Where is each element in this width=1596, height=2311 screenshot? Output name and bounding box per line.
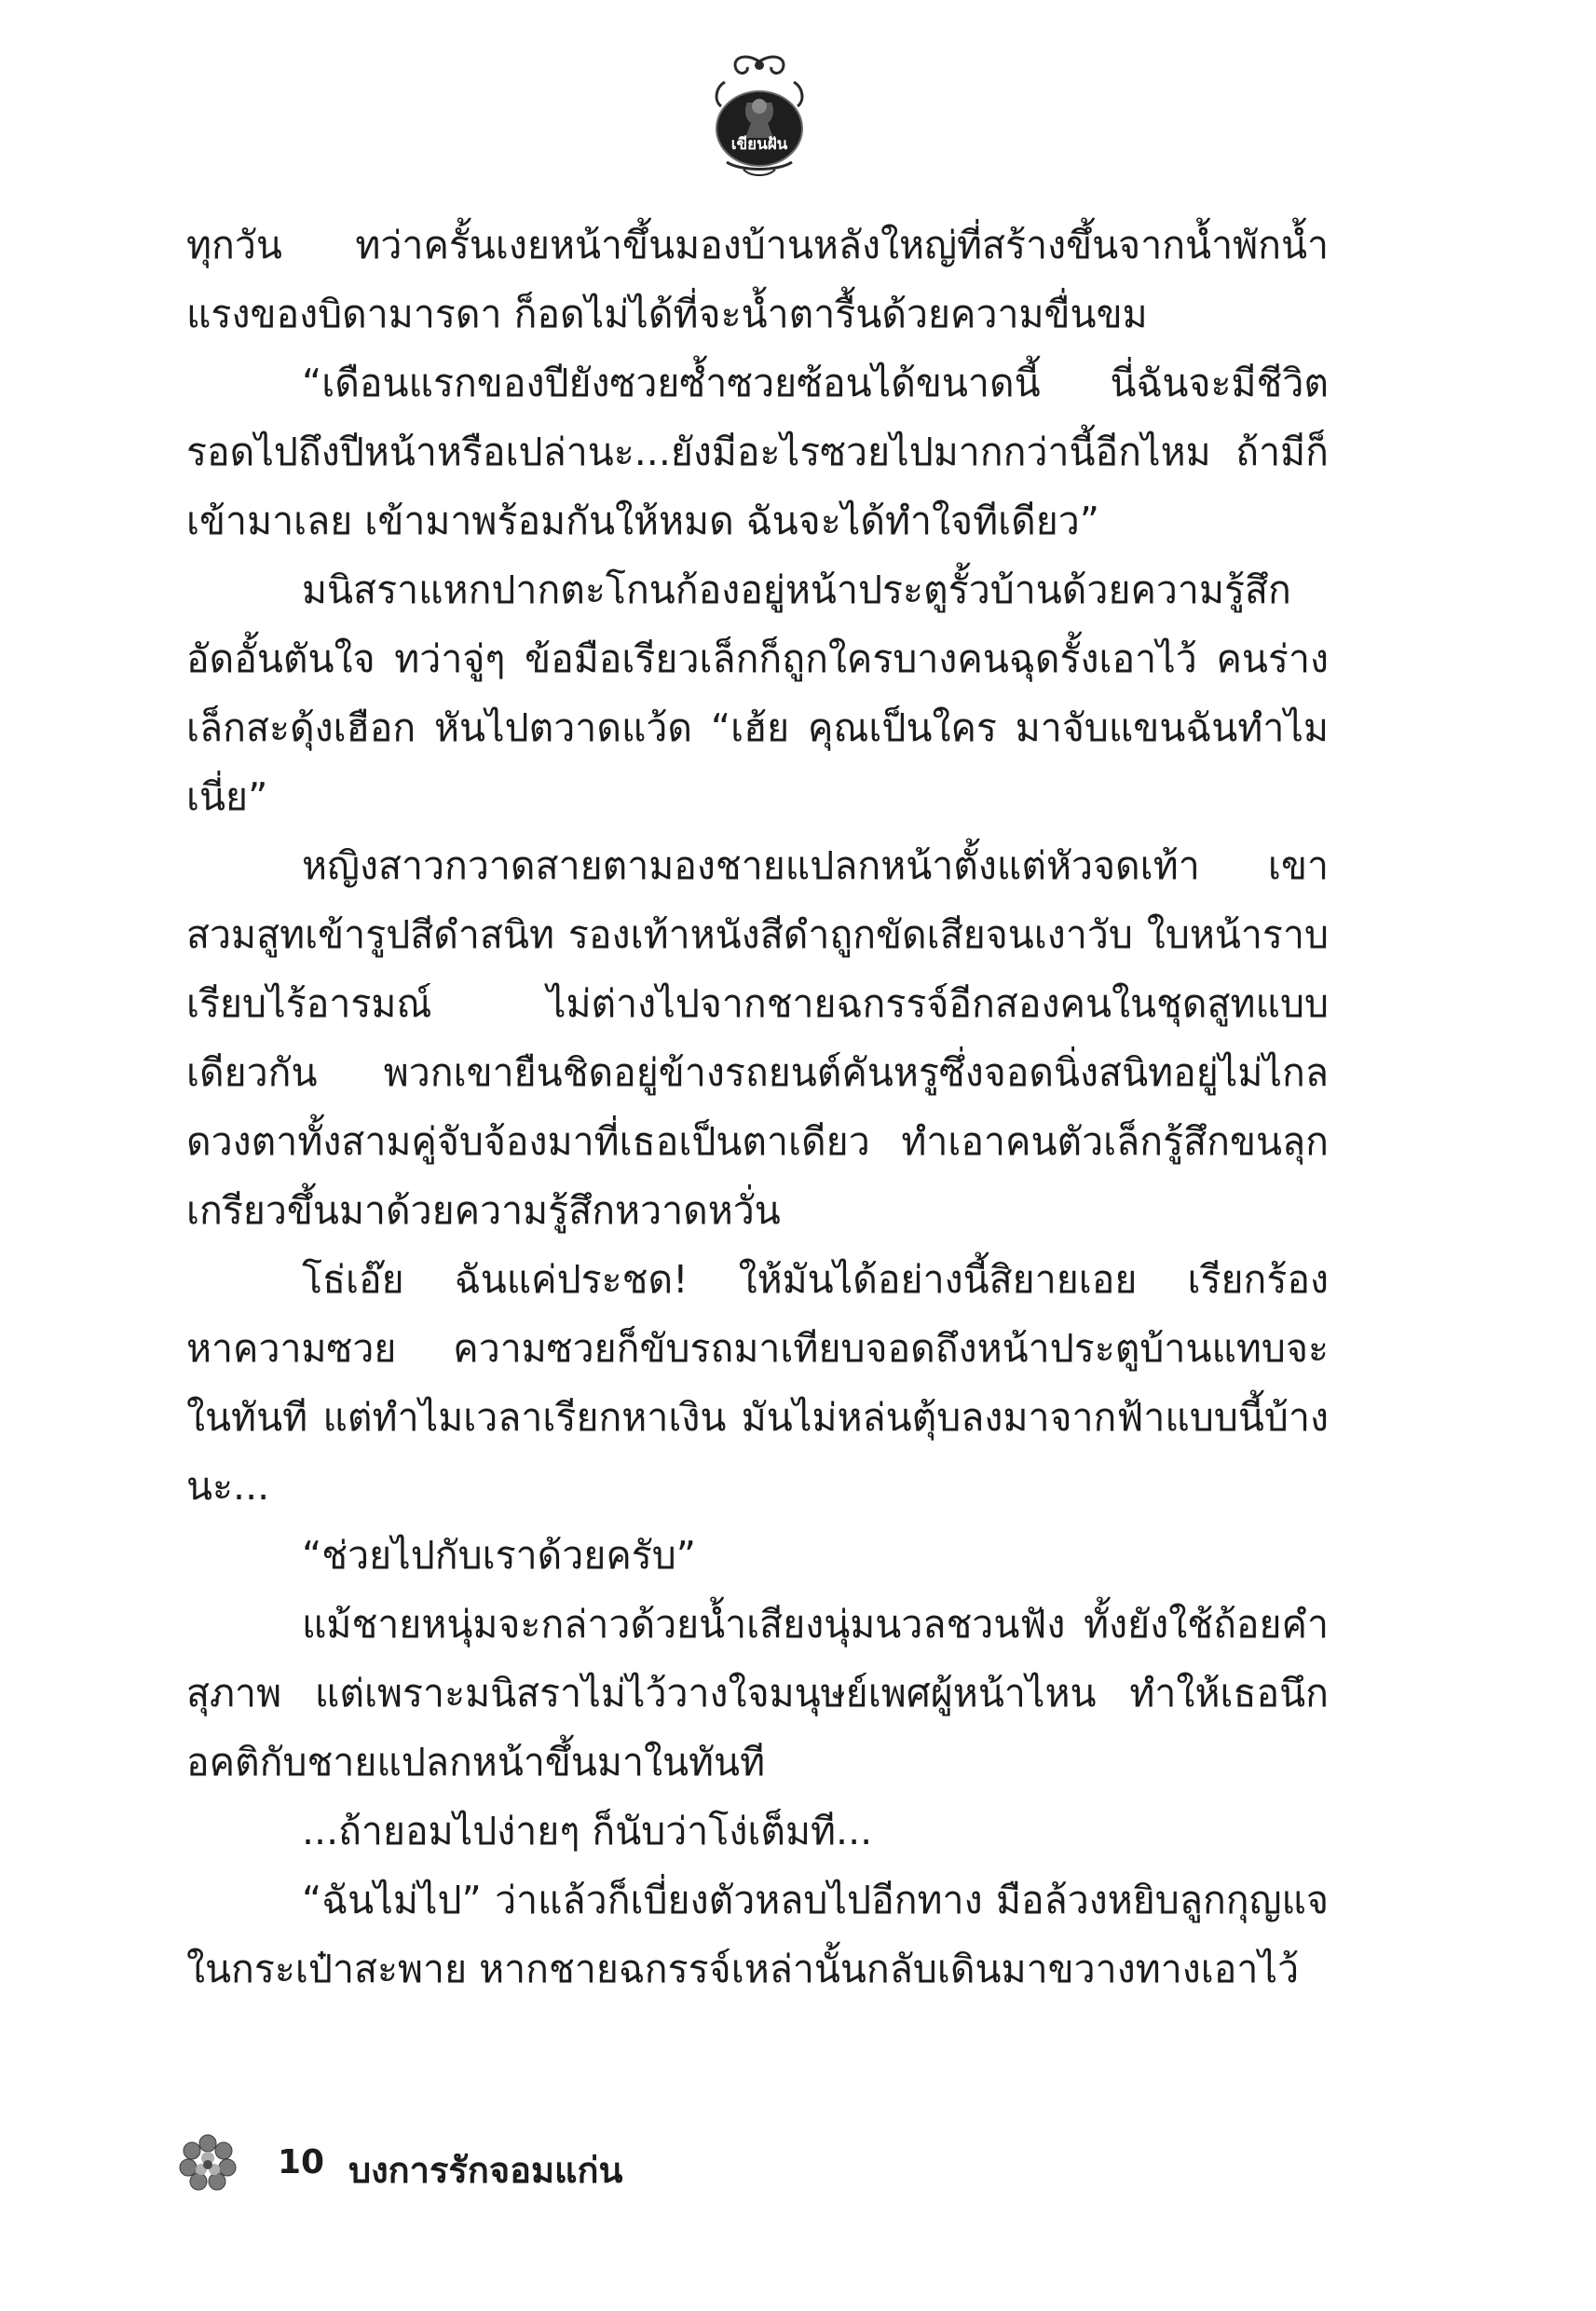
page-footer xyxy=(175,2130,1014,2205)
page-number: 10 xyxy=(278,2143,325,2181)
publisher-logo-text: เขียนฝัน xyxy=(730,135,788,154)
flower-ornament-icon xyxy=(175,2130,240,2195)
publisher-crest-icon xyxy=(689,45,829,185)
paragraph-4: หญิงสาวกวาดสายตามองชายแปลกหน้าตั้งแต่หัวจดเท้า เขาสวมสูทเข้ารูปสีดำสนิท รองเท้าหนังสีดำถูกขัดเสียจนเงาวับ ใบหน้าราบเรียบไร้อารมณ์ ไม่ต่างไปจากชายฉกรรจ์อีกสองคนในชุดสูทแบบเดียวกัน พวกเขายืนชิดอยู่ข้างรถยนต์คันหรูซึ่งจอดนิ่งสนิทอยู่ไม่ไกล ดวงตาทั้งสามคู่จับจ้องมาที่เธอเป็นตาเดียว ทำเอาคนตัวเล็กรู้สึกขนลุกเกรียวขึ้นมาด้วยความรู้สึกหวาดหวั่น xyxy=(186,843,1329,1233)
paragraph-8: ...ถ้ายอมไปง่ายๆ ก็นับว่าโง่เต็มที... xyxy=(302,1809,873,1853)
paragraph-1: ทุกวัน ทว่าครั้นเงยหน้าขึ้นมองบ้านหลังใหญ่ที่สร้างขึ้นจากน้ำพักน้ำแรงของบิดามารดา ก็อดไม่ได้ที่จะน้ำตารื้นด้วยความขื่นขม xyxy=(186,223,1329,336)
paragraph-9: “ฉันไม่ไป” ว่าแล้วก็เบี่ยงตัวหลบไปอีกทาง มือล้วงหยิบลูกกุญแจในกระเป๋าสะพาย หากชายฉกรรจ์เหล่านั้นกลับเดินมาขวางทางเอาไว้ xyxy=(186,1878,1329,1991)
paragraph-3: มนิสราแหกปากตะโกนก้องอยู่หน้าประตูรั้วบ้านด้วยความรู้สึกอัดอั้นตันใจ ทว่าจู่ๆ ข้อมือเรียวเล็กก็ถูกใครบางคนฉุดรั้งเอาไว้ คนร่างเล็กสะดุ้งเฮือก หันไปตวาดแว้ด “เฮ้ย คุณเป็นใคร มาจับแขนฉันทำไมเนี่ย” xyxy=(186,567,1329,819)
paragraph-2: “เดือนแรกของปียังซวยซ้ำซวยซ้อนได้ขนาดนี้ นี่ฉันจะมีชีวิตรอดไปถึงปีหน้าหรือเปล่านะ...ยังมีอะไรซวยไปมากกว่านี้อีกไหม ถ้ามีก็เข้ามาเลย เข้ามาพร้อมกันให้หมด ฉันจะได้ทำใจทีเดียว” xyxy=(186,361,1329,543)
book-title: บงการรักจอมแก่น xyxy=(348,2150,623,2191)
paragraph-5: โธ่เอ๊ย ฉันแค่ประชด! ให้มันได้อย่างนี้สิยายเอย เรียกร้องหาความซวย ความซวยก็ขับรถมาเทียบจอดถึงหน้าประตูบ้านแทบจะในทันที แต่ทำไมเวลาเรียกหาเงิน มันไม่หล่นตุ้บลงมาจากฟ้าแบบนี้บ้างนะ... xyxy=(186,1257,1329,1509)
paragraph-6: “ช่วยไปกับเราด้วยครับ” xyxy=(302,1533,697,1578)
paragraph-7: แม้ชายหนุ่มจะกล่าวด้วยน้ำเสียงนุ่มนวลชวนฟัง ทั้งยังใช้ถ้อยคำสุภาพ แต่เพราะมนิสราไม่ไว้วางใจมนุษย์เพศผู้หน้าไหน ทำให้เธอนึกอคติกับชายแปลกหน้าขึ้นมาในทันที xyxy=(186,1602,1329,1785)
body-text xyxy=(186,211,1329,2003)
